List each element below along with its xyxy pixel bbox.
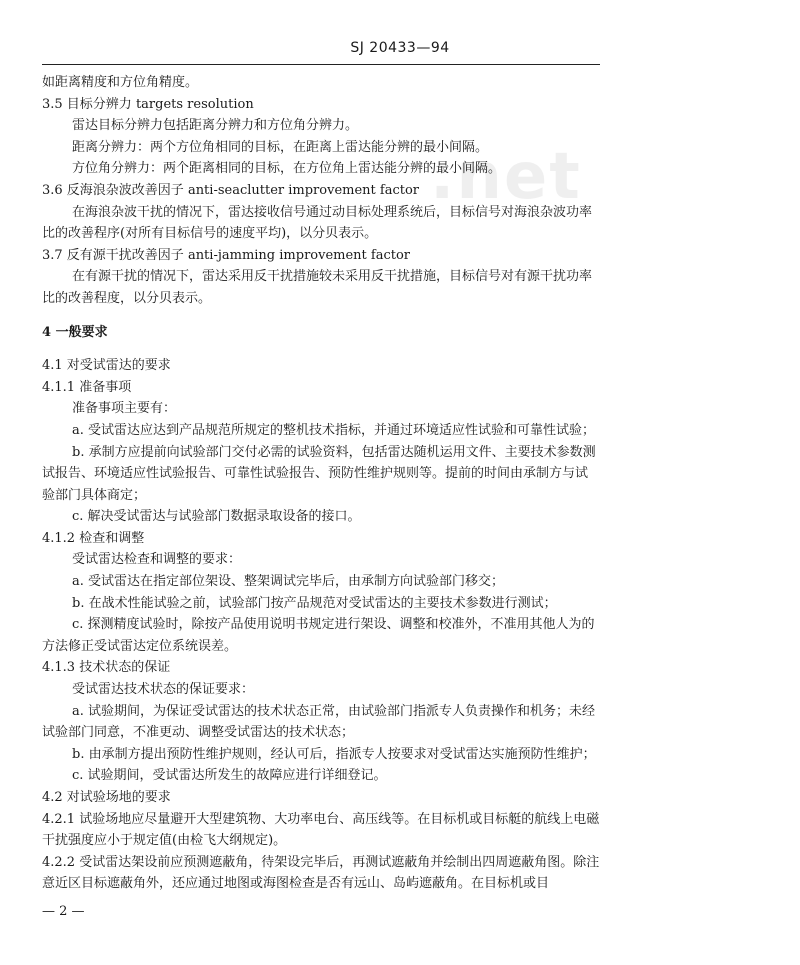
paragraph: c. 试验期间，受试雷达所发生的故障应进行详细登记。: [72, 768, 387, 784]
paragraph: 受试雷达检查和调整的要求：: [72, 552, 242, 568]
paragraph: a. 受试雷达应达到产品规范所规定的整机技术指标，并通过环境适应性试验和可靠性试验；: [72, 422, 596, 438]
paragraph: 4.1 对受试雷达的要求: [42, 358, 171, 374]
spacer: [42, 310, 600, 322]
paragraph: a. 受试雷达在指定部位架设、整架调试完毕后，由承制方向试验部门移交；: [72, 574, 505, 590]
paragraph: c. 探测精度试验时，除按产品使用说明书规定进行架设、调整和校准外，不准用其他人为的方法修正受试雷达定位系统误差。: [42, 617, 595, 654]
paragraph: 4.2.1 试验场地应尽量避开大型建筑物、大功率电台、高压线等。在目标机或目标艇的航线上电磁干扰强度应小于规定值(由检飞大纲规定)。: [42, 811, 600, 849]
paragraph: 3.5 目标分辨力 targets resolution: [42, 96, 254, 112]
watermark: .net: [430, 140, 582, 214]
header-divider: [42, 64, 600, 65]
paragraph: a. 试验期间，为保证受试雷达的技术状态正常，由试验部门指派专人负责操作和机务；未经试验部门同意，不准更动、调整受试雷达的技术状态；: [42, 703, 596, 741]
paragraph: 4.2.2 受试雷达架设前应预测遮蔽角，待架设完毕后，再测试遮蔽角并绘制出四周遮蔽角图。除注意近区目标遮蔽角外，还应通过地图或海图检查是否有远山、岛屿遮蔽角。在目标机或目: [42, 854, 600, 892]
paragraph: 在有源干扰的情况下，雷达采用反干扰措施较未采用反干扰措施，目标信号对有源干扰功率比的改善程度，以分贝表示。: [42, 269, 593, 306]
paragraph: 4.1.3 技术状态的保证: [42, 660, 171, 676]
standard-code-header: SJ 20433—94: [350, 40, 450, 56]
paragraph: 雷达目标分辨力包括距离分辨力和方位角分辨力。: [72, 118, 359, 134]
paragraph: 3.7 反有源干扰改善因子 anti-jamming improvement factor: [42, 247, 410, 263]
paragraph: 4.2 对试验场地的要求: [42, 790, 171, 805]
paragraph: 方位角分辨力：两个距离相同的目标，在方位角上雷达能分辨的最小间隔。: [72, 161, 502, 177]
paragraph: 4 一般要求: [42, 324, 108, 340]
document-body: [42, 72, 600, 895]
paragraph: 在海浪杂波干扰的情况下，雷达接收信号通过动目标处理系统后，目标信号对海浪杂波功率比的改善程序(对所有目标信号的速度平均)，以分贝表示。: [42, 204, 593, 242]
paragraph: 4.1.1 准备事项: [42, 379, 132, 395]
page-number: — 2 —: [42, 904, 85, 919]
paragraph: 4.1.2 检查和调整: [42, 530, 145, 546]
paragraph: b. 在战术性能试验之前，试验部门按产品规范对受试雷达的主要技术参数进行测试；: [72, 595, 557, 611]
paragraph: b. 由承制方提出预防性维护规则，经认可后，指派专人按要求对受试雷达实施预防性维护；: [72, 746, 596, 762]
paragraph: 准备事项主要有：: [72, 401, 177, 417]
paragraph: 3.6 反海浪杂波改善因子 anti-seaclutter improvement factor: [42, 182, 419, 198]
paragraph: 距离分辨力：两个方位角相同的目标，在距离上雷达能分辨的最小间隔。: [72, 139, 489, 155]
paragraph: 受试雷达技术状态的保证要求：: [72, 682, 255, 698]
spacer: [42, 343, 600, 355]
paragraph: 如距离精度和方位角精度。: [42, 75, 199, 90]
paragraph: b. 承制方应提前向试验部门交付必需的试验资料，包括雷达随机运用文件、主要技术参数测试报告、环境适应性试验报告、可靠性试验报告、预防性维护规则等。提前的时间由承制方与试验部门具体商定；: [42, 444, 596, 503]
paragraph: c. 解决受试雷达与试验部门数据录取设备的接口。: [72, 509, 361, 525]
